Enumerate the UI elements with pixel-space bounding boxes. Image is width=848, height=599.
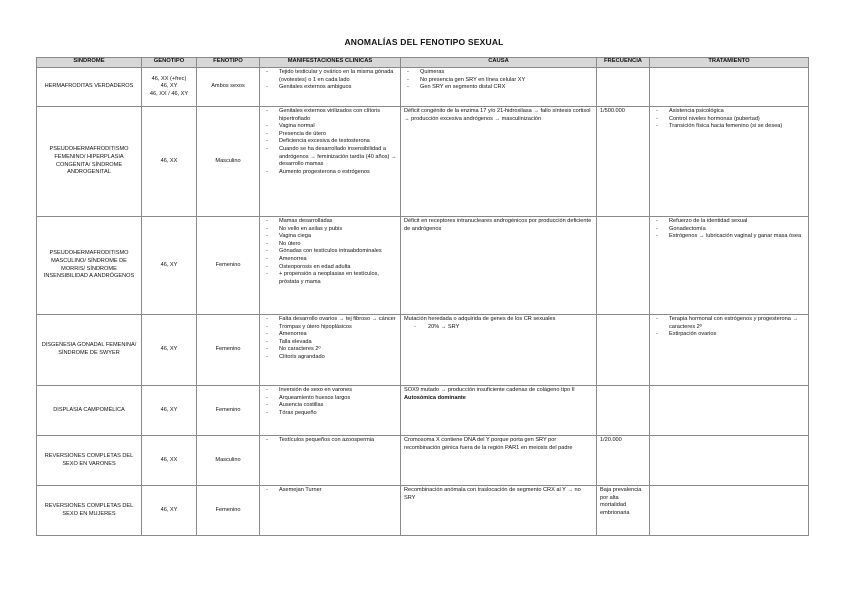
manifestaciones-cell [260, 315, 401, 386]
manifestacion-item: - Amenorrea [263, 256, 397, 264]
genotipo-cell [142, 217, 197, 315]
table-row [37, 386, 809, 436]
manifestacion-item: - Testículos pequeños con azoospermia [263, 437, 397, 445]
phenotype-anomalies-table [36, 57, 809, 536]
table-row [37, 486, 809, 536]
manifestacion-item: - Falta desarrollo ovarios → tej fibroso → cáncer [263, 316, 397, 324]
header-manifestaciones: MANIFESTACIONES CLÍNICAS [260, 58, 401, 68]
frecuencia-cell: 1/500.000 [597, 107, 650, 217]
fenotipo-cell: Femenino [197, 315, 260, 386]
frecuencia-cell [597, 68, 650, 107]
manifestacion-item: - Osteoporosis en edad adulta [263, 264, 397, 272]
tratamiento-cell [650, 486, 809, 536]
frecuencia-cell [597, 386, 650, 436]
sindrome-cell: HERMAFRODITAS VERDADEROS [37, 68, 142, 107]
tratamiento-item: - Extirpación ovarios [653, 331, 805, 339]
manifestacion-item: - No útero [263, 241, 397, 249]
manifestaciones-cell [260, 386, 401, 436]
tratamiento-item: - Estrógenos → lubricación vaginal y ganar masa ósea [653, 233, 805, 241]
fenotipo-cell: Femenino [197, 386, 260, 436]
causa-text: Cromosoma X contiene DNA del Y porque porta gen SRY por recombinación génica fuera de la región PAR1 en meiosis del padre [404, 437, 573, 451]
causa-cell [401, 386, 597, 436]
manifestacion-list [263, 218, 397, 286]
manifestacion-item: - Inversión de sexo en varones [263, 387, 397, 395]
causa-text: SOX9 mutado → producción insuficiente cadenas de colágeno tipo II [404, 387, 575, 393]
genotipo-cell [142, 107, 197, 217]
causa-text: Recombinación anómala con traslocación de segmento CRX al Y → no SRY [404, 487, 581, 501]
manifestacion-list [263, 387, 397, 417]
causa-item: - Gen SRY en segmento distal CRX [404, 84, 593, 92]
document-title: ANOMALÍAS DEL FENOTIPO SEXUAL [344, 37, 504, 47]
table-row [37, 217, 809, 315]
manifestaciones-cell [260, 68, 401, 107]
manifestaciones-cell [260, 436, 401, 486]
tratamiento-list [653, 218, 805, 241]
sindrome-cell: PSEUDOHERMAFRODITISMO FEMENINO/ HIPERPLASIA CONGÉNITA/ SÍNDROME ANDROGENITAL [37, 107, 142, 217]
causa-list [404, 69, 593, 92]
causa-item: - No presencia gen SRY en línea celular XY [404, 77, 593, 85]
manifestacion-item: - Aumento progesterona o estrógenos [263, 169, 397, 177]
tratamiento-cell [650, 217, 809, 315]
genotipo-cell [142, 436, 197, 486]
causa-text: Mutación heredada o adquirida de genes de los CR sexuales [404, 316, 556, 322]
manifestacion-item: - Genitales externos ambiguos [263, 84, 397, 92]
header-frecuencia: FRECUENCIA [597, 58, 650, 68]
genotipo-cell [142, 315, 197, 386]
frecuencia-cell [597, 217, 650, 315]
tratamiento-list [653, 108, 805, 131]
manifestaciones-cell [260, 217, 401, 315]
manifestacion-item: - Tórax pequeño [263, 410, 397, 418]
tratamiento-cell [650, 107, 809, 217]
manifestacion-item: - Deficiencia excesiva de testosterona [263, 138, 397, 146]
tratamiento-item: - Terapia hormonal con estrógenos y progesterona → caracteres 2º [653, 316, 805, 331]
causa-cell [401, 486, 597, 536]
genotipo-value: 46, XY [160, 261, 178, 268]
header-row [37, 58, 809, 68]
tratamiento-cell [650, 386, 809, 436]
causa-list [404, 324, 593, 332]
manifestacion-item: - Clítoris agrandado [263, 354, 397, 362]
frecuencia-cell: Baja prevalencia por alta mortalidad embrionaria [597, 486, 650, 536]
manifestacion-list [263, 69, 397, 92]
tratamiento-item: - Control niveles hormonas (pubertad) [653, 116, 805, 124]
tratamiento-item: - Gonadectomía [653, 226, 805, 234]
tratamiento-item: - Asistencia psicológica [653, 108, 805, 116]
causa-text: Déficit congénito de la enzima 17 y/o 21-hidroxilasa → fallo síntesis cortisol → producción excesiva andrógenos → masculinización [404, 108, 591, 122]
table-row [37, 68, 809, 107]
manifestacion-item: - + propensión a neoplasias en testículos, próstata y mama [263, 271, 397, 286]
manifestacion-item: - Asemejan Turner [263, 487, 397, 495]
manifestacion-list [263, 316, 397, 362]
sindrome-cell: DISGENESIA GONADAL FEMENINA/ SÍNDROME DE SWYER [37, 315, 142, 386]
fenotipo-cell: Femenino [197, 486, 260, 536]
table-row [37, 436, 809, 486]
manifestaciones-cell [260, 486, 401, 536]
sindrome-cell: REVERSIONES COMPLETAS DEL SEXO EN MUJERES [37, 486, 142, 536]
genotipo-value: 46, XX [160, 157, 178, 164]
tratamiento-cell [650, 68, 809, 107]
frecuencia-cell: 1/20.000 [597, 436, 650, 486]
header-fenotipo: FENOTIPO [197, 58, 260, 68]
sindrome-cell: REVERSIONES COMPLETAS DEL SEXO EN VARONES [37, 436, 142, 486]
fenotipo-cell: Masculino [197, 436, 260, 486]
causa-cell [401, 107, 597, 217]
manifestacion-item: - Mamas desarrolladas [263, 218, 397, 226]
manifestacion-list [263, 437, 397, 445]
causa-herencia: Autosómica dominante [404, 394, 466, 401]
causa-text: Déficit en receptores intranucleares androgénicos por producción deficiente de andrógenos [404, 218, 592, 232]
genotipo-value: 46, XY [160, 406, 178, 413]
causa-cell [401, 68, 597, 107]
manifestacion-item: - Presencia de útero [263, 131, 397, 139]
header-causa: CAUSA [401, 58, 597, 68]
genotipo-cell [142, 486, 197, 536]
manifestacion-item: - Vagina ciega [263, 233, 397, 241]
causa-cell [401, 315, 597, 386]
manifestacion-item: - Cuando se ha desarrollado insensibilidad a andrógenos → feminización tardía (40 años) → desarrollo mamas [263, 146, 397, 169]
manifestacion-item: - No caracteres 2º [263, 346, 397, 354]
sindrome-cell: DISPLASIA CAMPOMÉLICA [37, 386, 142, 436]
genotipo-value: 46, XX [160, 456, 178, 463]
manifestacion-item: - Tejido testicular y ovárico en la misma gónada (ovotestes) o 1 en cada lado [263, 69, 397, 84]
manifestacion-item: - Talla elevada [263, 339, 397, 347]
header-sindrome: SÍNDROME [37, 58, 142, 68]
tratamiento-list [653, 316, 805, 339]
genotipo-value: 46, XX (+frec) [151, 75, 187, 82]
genotipo-cell [142, 68, 197, 107]
genotipo-value: 46, XX / 46, XY [149, 90, 189, 97]
manifestacion-list [263, 487, 397, 495]
genotipo-value: 46, XY [160, 83, 178, 90]
manifestacion-item: - Amenorrea [263, 331, 397, 339]
causa-item: - 20% → SRY [404, 324, 593, 332]
fenotipo-cell: Masculino [197, 107, 260, 217]
causa-cell [401, 436, 597, 486]
tratamiento-cell [650, 315, 809, 386]
genotipo-value: 46, XY [160, 346, 178, 353]
manifestacion-list [263, 108, 397, 176]
causa-item: - Quimeras [404, 69, 593, 77]
fenotipo-cell: Ambos sexos [197, 68, 260, 107]
genotipo-cell [142, 386, 197, 436]
manifestaciones-cell [260, 107, 401, 217]
causa-cell [401, 217, 597, 315]
table-row [37, 107, 809, 217]
manifestacion-item: - No vello en axilas y pubis [263, 226, 397, 234]
manifestacion-item: - Trompas y útero hipoplásicos [263, 324, 397, 332]
tratamiento-item: - Transición física hacia femenino (si se desea) [653, 123, 805, 131]
header-genotipo: GENOTIPO [142, 58, 197, 68]
table-row [37, 315, 809, 386]
frecuencia-cell [597, 315, 650, 386]
manifestacion-item: - Ausencia costillas [263, 402, 397, 410]
fenotipo-cell: Femenino [197, 217, 260, 315]
manifestacion-item: - Gónadas con testículos intraabdominales [263, 248, 397, 256]
tratamiento-cell [650, 436, 809, 486]
genotipo-value: 46, XY [160, 506, 178, 513]
manifestacion-item: - Genitales externos virilizados con clítoris hipertrofiado [263, 108, 397, 123]
sindrome-cell: PSEUDOHERMAFRODITISMO MASCULINO/ SÍNDROME DE MORRIS/ SÍNDROME INSENSIBILIDAD A ANDRÓGENOS [37, 217, 142, 315]
header-tratamiento: TRATAMIENTO [650, 58, 809, 68]
tratamiento-item: - Refuerzo de la identidad sexual [653, 218, 805, 226]
manifestacion-item: - Vagina normal [263, 123, 397, 131]
manifestacion-item: - Arqueamiento huesos largos [263, 395, 397, 403]
